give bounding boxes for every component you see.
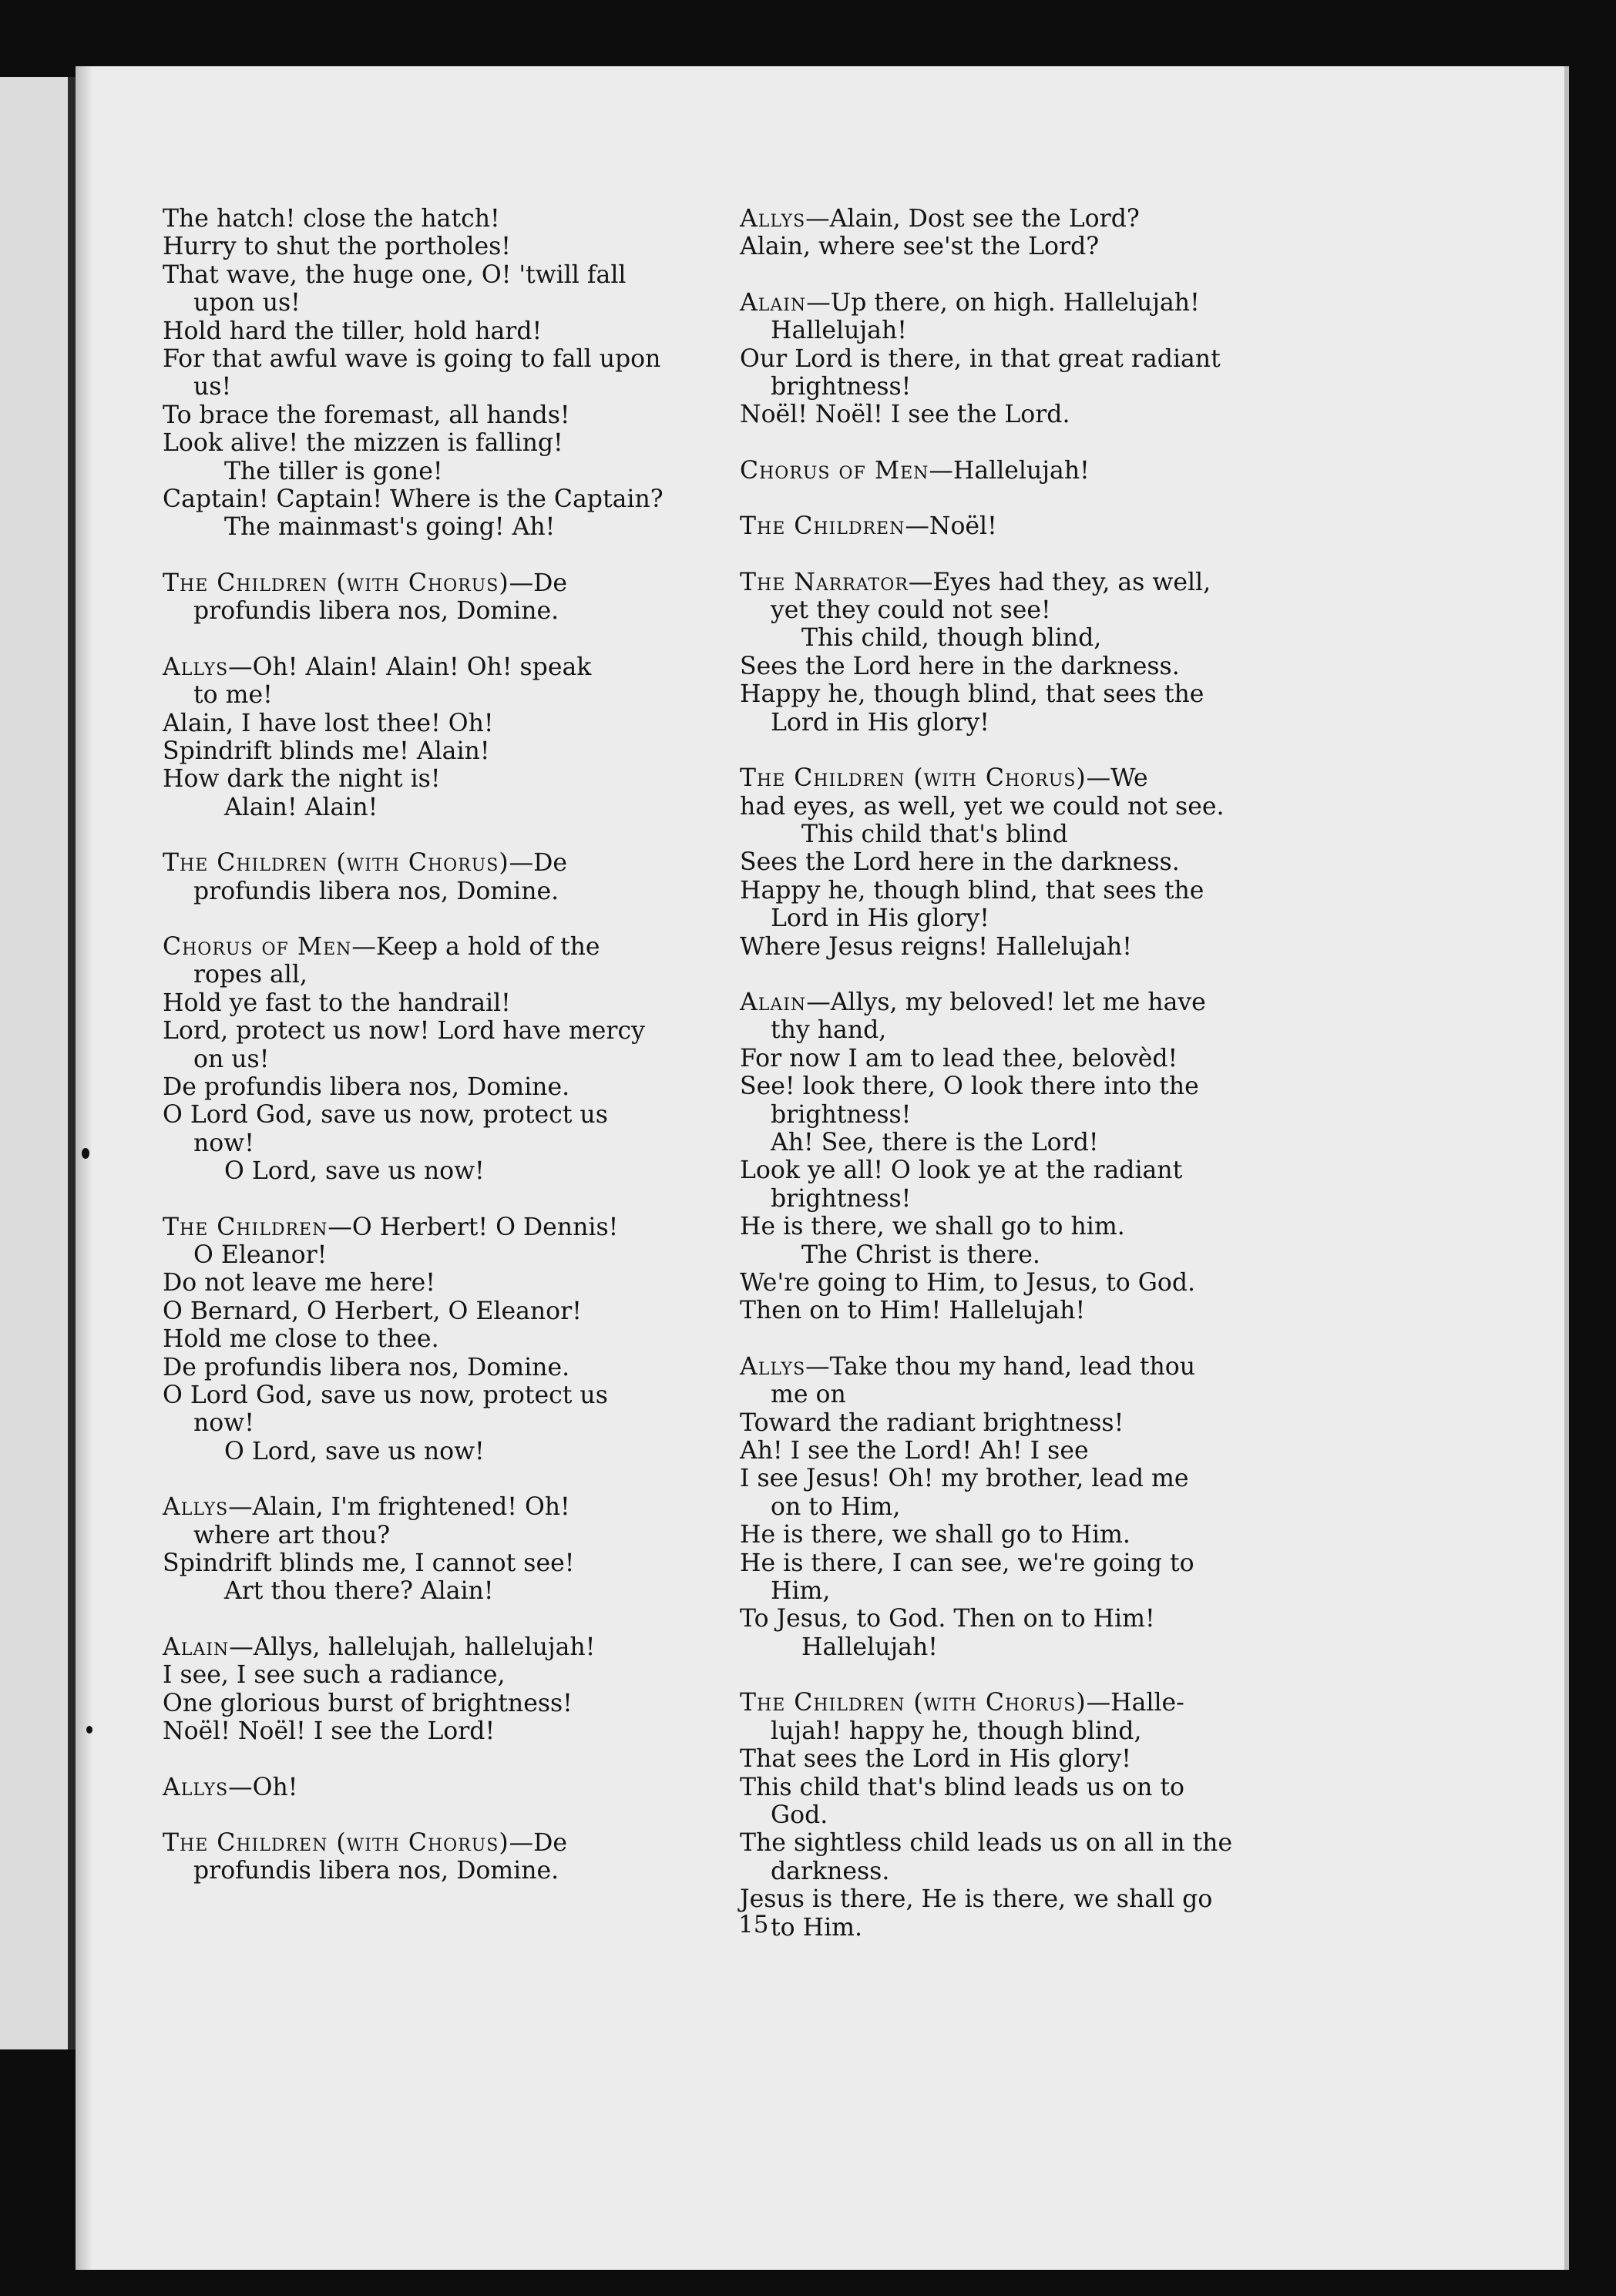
text-line — [163, 429, 737, 457]
line-text: The mainmast's going! Ah! — [224, 513, 556, 542]
speech-block — [163, 933, 737, 1186]
speaker-name: The Narrator — [740, 568, 909, 596]
text-line — [163, 1577, 737, 1605]
line-text: To Jesus, to God. Then on to Him! — [740, 1605, 1155, 1633]
line-text: Look alive! the mizzen is falling! — [163, 429, 563, 458]
line-text: —Alain, Dost see the Lord? — [805, 205, 1140, 233]
speaker-name: The Children (with Chorus) — [163, 1828, 509, 1857]
text-line — [740, 1101, 1364, 1129]
line-text: De profundis libera nos, Domine. — [163, 1072, 570, 1101]
text-line — [163, 1549, 737, 1577]
line-text: For now I am to lead thee, belovèd! — [740, 1044, 1178, 1072]
text-line — [163, 1857, 737, 1885]
speaker-name: Alain — [163, 1633, 230, 1661]
line-text: now! — [193, 1129, 254, 1157]
text-line — [740, 680, 1364, 708]
speech-block — [740, 457, 1364, 485]
line-text: This child that's blind — [801, 820, 1068, 848]
line-text: lujah! happy he, though blind, — [771, 1717, 1142, 1745]
text-line — [163, 1690, 737, 1717]
text-line — [740, 317, 1364, 344]
speaker-name: Allys — [163, 653, 229, 681]
line-text: How dark the night is! — [163, 765, 441, 794]
line-text: That sees the Lord in His glory! — [740, 1745, 1131, 1774]
text-line — [740, 1885, 1364, 1913]
speech-block — [740, 289, 1364, 429]
line-text: This child that's blind leads us on to — [740, 1773, 1184, 1801]
text-line — [740, 1129, 1364, 1156]
line-text: had eyes, as well, yet we could not see. — [740, 792, 1225, 821]
speaker-name: Chorus of Men — [740, 456, 929, 485]
text-line — [163, 1409, 737, 1437]
speaker-name: Allys — [740, 1352, 806, 1381]
text-line — [163, 1717, 737, 1745]
text-line — [740, 989, 1364, 1016]
speech-block — [163, 849, 737, 905]
line-text: —Up there, on high. Hallelujah! — [806, 288, 1200, 317]
line-text: O Lord God, save us now, protect us — [163, 1381, 608, 1410]
line-text: —Hallelujah! — [929, 456, 1090, 485]
text-line — [163, 373, 737, 401]
text-line — [740, 933, 1364, 961]
text-line — [740, 1409, 1364, 1437]
line-text: profundis libera nos, Domine. — [193, 1857, 559, 1885]
line-text: where art thou? — [193, 1521, 391, 1549]
speech-block — [740, 1353, 1364, 1661]
line-text: That wave, the huge one, O! 'twill fall — [163, 260, 627, 289]
line-text: on us! — [193, 1045, 270, 1073]
speech-block — [740, 989, 1364, 1325]
text-line — [163, 1381, 737, 1409]
line-text: —Keep a hold of the — [351, 932, 600, 961]
line-text: —Alain, I'm frightened! Oh! — [228, 1493, 570, 1522]
speaker-name: Alain — [740, 288, 807, 317]
text-line — [163, 737, 737, 765]
line-text: Sees the Lord here in the darkness. — [740, 652, 1180, 680]
line-text: We're going to Him, to Jesus, to God. — [740, 1269, 1196, 1297]
line-text: Happy he, though blind, that sees the — [740, 680, 1204, 709]
text-line — [163, 653, 737, 681]
line-text: —Oh! — [228, 1773, 298, 1801]
line-text: —Allys, my beloved! let me have — [806, 988, 1206, 1016]
line-text: Hold me close to thee. — [163, 1325, 439, 1354]
text-line — [740, 1717, 1364, 1745]
line-text: Lord in His glory! — [771, 905, 989, 933]
text-line — [163, 289, 737, 317]
text-line — [163, 1493, 737, 1521]
text-line — [740, 848, 1364, 876]
text-line — [740, 345, 1364, 373]
line-text: He is there, we shall go to Him. — [740, 1521, 1131, 1549]
text-line — [163, 1633, 737, 1661]
line-text: Ah! I see the Lord! Ah! I see — [740, 1437, 1089, 1465]
text-line — [740, 1185, 1364, 1213]
speech-block — [740, 569, 1364, 737]
line-text: darkness. — [771, 1857, 890, 1885]
text-line — [740, 1241, 1364, 1269]
line-text: upon us! — [193, 289, 301, 317]
text-line — [740, 1745, 1364, 1773]
line-text: God. — [771, 1801, 828, 1829]
line-text: Jesus is there, He is there, we shall go — [740, 1885, 1213, 1914]
line-text: Look ye all! O look ye at the radiant — [740, 1156, 1183, 1185]
text-line — [740, 1381, 1364, 1408]
text-line — [163, 1213, 737, 1241]
text-line — [740, 1269, 1364, 1297]
line-text: profundis libera nos, Domine. — [193, 597, 559, 626]
text-line — [740, 1353, 1364, 1381]
text-line — [740, 233, 1364, 260]
line-text: Our Lord is there, in that great radiant — [740, 344, 1221, 373]
speech-block — [163, 653, 737, 821]
speaker-name: The Children — [163, 1213, 328, 1241]
line-text: brightness! — [771, 1184, 912, 1213]
text-line — [163, 1101, 737, 1129]
text-line — [163, 205, 737, 233]
text-line — [163, 1325, 737, 1353]
left-page-edge — [0, 77, 74, 2049]
text-line — [740, 1858, 1364, 1885]
line-text: Hurry to shut the portholes! — [163, 233, 511, 261]
speaker-name: Chorus of Men — [163, 932, 352, 961]
text-line — [163, 1661, 737, 1689]
line-text: —De — [509, 849, 568, 878]
line-text: Him, — [771, 1577, 831, 1606]
text-line — [163, 569, 737, 597]
line-text: O Lord, save us now! — [224, 1437, 485, 1465]
text-line — [740, 1914, 1364, 1942]
line-text: Sees the Lord here in the darkness. — [740, 848, 1180, 877]
line-text: O Lord God, save us now, protect us — [163, 1101, 608, 1130]
text-line — [163, 513, 737, 541]
line-text: —Halle- — [1086, 1689, 1184, 1717]
text-line — [163, 458, 737, 485]
line-text: De profundis libera nos, Domine. — [163, 1353, 570, 1381]
line-text: The tiller is gone! — [224, 457, 443, 485]
speaker-name: The Children (with Chorus) — [163, 849, 509, 878]
line-text: Noël! Noël! I see the Lord! — [163, 1717, 496, 1746]
line-text: me on — [771, 1381, 846, 1409]
speaker-name: Allys — [163, 1773, 229, 1801]
line-text: Art thou there? Alain! — [224, 1577, 494, 1606]
line-text: Happy he, though blind, that sees the — [740, 876, 1204, 905]
text-line — [163, 933, 737, 961]
speech-block — [740, 205, 1364, 261]
text-line — [740, 1633, 1364, 1661]
text-line — [740, 1297, 1364, 1324]
text-line — [740, 1156, 1364, 1184]
text-line — [163, 961, 737, 989]
text-line — [163, 1241, 737, 1269]
line-text: Toward the radiant brightness! — [740, 1408, 1124, 1437]
text-line — [740, 596, 1364, 624]
text-line — [740, 1213, 1364, 1240]
text-line — [740, 1689, 1364, 1717]
text-line — [163, 849, 737, 877]
line-text: The sightless child leads us on all in the — [740, 1829, 1233, 1858]
speech-block — [163, 1213, 737, 1466]
line-text: This child, though blind, — [801, 624, 1102, 653]
text-line — [740, 709, 1364, 737]
line-text: —De — [509, 1828, 568, 1857]
text-line — [740, 1016, 1364, 1044]
line-text: yet they could not see! — [771, 596, 1051, 625]
line-text: brightness! — [771, 1100, 912, 1129]
line-text: us! — [193, 373, 232, 401]
page-number: 15 — [738, 1911, 769, 1939]
line-text: Hallelujah! — [801, 1633, 938, 1661]
speaker-name: Allys — [163, 1493, 229, 1522]
line-text: Do not leave me here! — [163, 1269, 435, 1297]
speech-block — [163, 1493, 737, 1606]
speech-block — [740, 1689, 1364, 1942]
line-text: He is there, we shall go to him. — [740, 1213, 1125, 1241]
text-line — [740, 1045, 1364, 1072]
line-text: to me! — [193, 681, 273, 710]
text-line — [163, 401, 737, 429]
line-text: Lord in His glory! — [771, 708, 989, 737]
book-gutter — [68, 77, 76, 2049]
text-line — [740, 373, 1364, 401]
line-text: —Take thou my hand, lead thou — [805, 1352, 1196, 1381]
line-text: I see Jesus! Oh! my brother, lead me — [740, 1465, 1189, 1493]
speech-block — [163, 569, 737, 626]
speaker-name: The Children — [740, 512, 905, 541]
text-line — [163, 345, 737, 373]
text-line — [740, 1605, 1364, 1633]
line-text: Spindrift blinds me! Alain! — [163, 737, 490, 765]
line-text: Alain, I have lost thee! Oh! — [163, 709, 494, 737]
text-line — [740, 1774, 1364, 1801]
text-line — [740, 1437, 1364, 1465]
line-text: Hold ye fast to the handrail! — [163, 989, 511, 1017]
text-line — [740, 205, 1364, 233]
text-line — [163, 989, 737, 1017]
speech-block — [163, 205, 737, 542]
text-line — [740, 905, 1364, 932]
text-line — [740, 1493, 1364, 1521]
text-line — [163, 597, 737, 625]
text-line — [740, 877, 1364, 905]
text-line — [163, 485, 737, 513]
line-text: —De — [509, 569, 568, 597]
text-line — [163, 1130, 737, 1157]
line-text: Hold hard the tiller, hold hard! — [163, 317, 543, 345]
margin-mark — [82, 1148, 89, 1159]
line-text: ropes all, — [193, 961, 307, 989]
text-line — [740, 1549, 1364, 1577]
speaker-name: The Children (with Chorus) — [740, 1689, 1087, 1717]
text-line — [740, 1829, 1364, 1857]
text-line — [740, 457, 1364, 485]
line-text: Captain! Captain! Where is the Captain? — [163, 485, 664, 514]
text-line — [740, 569, 1364, 596]
line-text: Lord, protect us now! Lord have mercy — [163, 1017, 645, 1046]
text-line — [163, 1046, 737, 1073]
line-text: O Eleanor! — [193, 1241, 328, 1269]
page-shadow — [76, 66, 92, 2270]
line-text: I see, I see such a radiance, — [163, 1661, 506, 1690]
line-text: One glorious burst of brightness! — [163, 1689, 573, 1717]
speech-block — [163, 1829, 737, 1885]
line-text: Hallelujah! — [771, 317, 907, 345]
line-text: on to Him, — [771, 1492, 901, 1521]
text-line — [740, 289, 1364, 317]
text-line — [163, 233, 737, 260]
line-text: brightness! — [771, 373, 912, 401]
line-text: —Oh! Alain! Alain! Oh! speak — [228, 653, 592, 681]
text-line — [163, 1269, 737, 1297]
line-text: He is there, I can see, we're going to — [740, 1549, 1194, 1577]
line-text: Spindrift blinds me, I cannot see! — [163, 1549, 575, 1578]
text-line — [163, 710, 737, 737]
speech-block — [163, 1774, 737, 1801]
line-text: Then on to Him! Hallelujah! — [740, 1297, 1086, 1325]
text-line — [740, 793, 1364, 821]
line-text: —O Herbert! O Dennis! — [328, 1213, 619, 1241]
line-text: —Allys, hallelujah, hallelujah! — [229, 1633, 596, 1661]
speaker-name: The Children (with Chorus) — [740, 764, 1087, 793]
line-text: Ah! See, there is the Lord! — [771, 1128, 1099, 1156]
text-line — [740, 624, 1364, 652]
text-line — [740, 1801, 1364, 1829]
line-text: The hatch! close the hatch! — [163, 205, 500, 233]
text-line — [163, 1354, 737, 1381]
text-line — [740, 401, 1364, 428]
line-text: To brace the foremast, all hands! — [163, 401, 570, 429]
text-line — [163, 765, 737, 793]
line-text: now! — [193, 1409, 254, 1438]
line-text: —Noël! — [905, 512, 997, 541]
text-line — [163, 1073, 737, 1101]
line-text: For that awful wave is going to fall upon — [163, 345, 661, 374]
text-line — [740, 1465, 1364, 1492]
speaker-name: Allys — [740, 205, 806, 233]
text-line — [740, 512, 1364, 540]
text-line — [163, 261, 737, 289]
text-line — [740, 764, 1364, 792]
text-line — [740, 1577, 1364, 1605]
speech-block — [740, 512, 1364, 540]
line-text: Noël! Noël! I see the Lord. — [740, 401, 1070, 429]
line-text: —Eyes had they, as well, — [908, 568, 1211, 596]
text-line — [163, 878, 737, 905]
text-line — [740, 821, 1364, 848]
left-column — [163, 205, 737, 1913]
speech-block — [740, 764, 1364, 961]
text-line — [163, 1157, 737, 1185]
speaker-name: Alain — [740, 988, 807, 1016]
text-line — [163, 1522, 737, 1549]
line-text: O Bernard, O Herbert, O Eleanor! — [163, 1297, 582, 1325]
text-line — [163, 1017, 737, 1045]
line-text: Alain, where see'st the Lord? — [740, 233, 1100, 261]
text-line — [740, 653, 1364, 680]
speaker-name: The Children (with Chorus) — [163, 569, 509, 597]
text-line — [163, 681, 737, 709]
text-line — [740, 1072, 1364, 1100]
text-line — [163, 1829, 737, 1857]
margin-mark — [86, 1726, 92, 1734]
line-text: Where Jesus reigns! Hallelujah! — [740, 932, 1132, 961]
right-column — [740, 205, 1364, 1969]
text-line — [740, 1521, 1364, 1549]
line-text: profundis libera nos, Domine. — [193, 877, 559, 905]
text-line — [163, 317, 737, 345]
line-text: Alain! Alain! — [224, 793, 378, 821]
text-line — [163, 794, 737, 821]
line-text: See! look there, O look there into the — [740, 1072, 1199, 1101]
text-line — [163, 1297, 737, 1325]
text-line — [163, 1438, 737, 1465]
line-text: thy hand, — [771, 1016, 887, 1045]
line-text: to Him. — [771, 1913, 863, 1942]
line-text: —We — [1086, 764, 1148, 793]
line-text: O Lord, save us now! — [224, 1157, 485, 1186]
speech-block — [163, 1633, 737, 1746]
line-text: The Christ is there. — [801, 1240, 1040, 1269]
text-line — [163, 1774, 737, 1801]
